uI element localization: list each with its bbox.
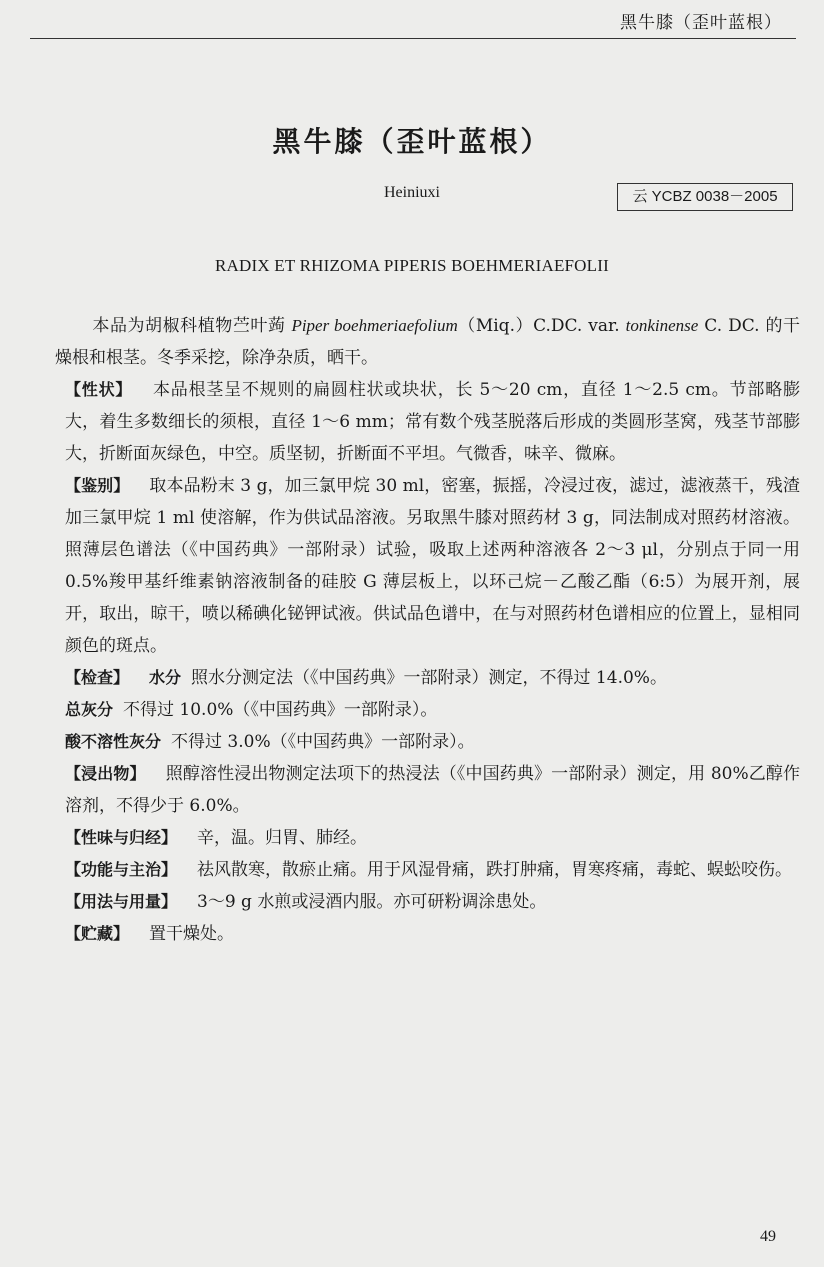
water-text: 照水分测定法（《中国药典》一部附录）测定，不得过 14.0%。: [191, 668, 667, 688]
characteristics-text: 本品根茎呈不规则的扁圆柱状或块状，长 5～20 cm，直径 1～2.5 cm。节部略膨大，着生多数细长的须根，直径 1～6 mm；常有数个残茎脱落后形成的类圆形茎窝，残茎节部膨大，折断面灰绿色，中空。质坚韧，折断面不平坦。气微香，味辛、微麻。: [65, 380, 800, 464]
extractives-label: 【浸出物】: [65, 764, 146, 783]
intro-paragraph: [55, 310, 800, 374]
page-header: 黑牛膝（歪叶蓝根）: [620, 13, 782, 33]
header-rule: [30, 38, 796, 39]
intro-text-3: C. DC. 的干燥根和根茎。冬季采挖，除净杂质，晒干。: [55, 316, 801, 368]
acid-insoluble-ash-label: 酸不溶性灰分: [65, 732, 162, 751]
section-nature-meridian: [55, 822, 800, 854]
standard-code-box: 云 YCBZ 0038－2005: [617, 183, 793, 211]
water-label: 水分: [149, 668, 182, 687]
total-ash-text: 不得过 10.0%（《中国药典》一部附录）。: [123, 700, 438, 720]
pinyin-name: Heiniuxi: [384, 184, 440, 201]
identification-label: 【鉴别】: [65, 476, 130, 495]
functions-label: 【功能与主治】: [65, 860, 178, 879]
total-ash-line: [55, 694, 800, 726]
storage-text: 置干燥处。: [149, 924, 235, 944]
page-number: 49: [760, 1228, 776, 1245]
page-title: 黑牛膝（歪叶蓝根）: [272, 125, 552, 158]
total-ash-label: 总灰分: [65, 700, 114, 719]
acid-insoluble-ash-text: 不得过 3.0%（《中国药典》一部附录）。: [171, 732, 475, 752]
acid-insoluble-ash-line: [55, 726, 800, 758]
nature-meridian-text: 辛，温。归胃、肺经。: [197, 828, 368, 848]
section-extractives: [55, 758, 800, 822]
functions-text: 祛风散寒，散瘀止痛。用于风湿骨痛，跌打肿痛，胃寒疼痛，毒蛇、蜈蚣咬伤。: [197, 860, 793, 880]
extractives-text: 照醇溶性浸出物测定法项下的热浸法（《中国药典》一部附录）测定，用 80%乙醇作溶剂，不得少于 6.0%。: [65, 764, 800, 816]
species-name: Piper boehmeriaefolium: [291, 316, 458, 335]
section-characteristics: [55, 374, 800, 470]
nature-meridian-label: 【性味与归经】: [65, 828, 178, 847]
latin-name: RADIX ET RHIZOMA PIPERIS BOEHMERIAEFOLII: [215, 256, 609, 275]
section-storage: [55, 918, 800, 950]
monograph-body: [55, 310, 800, 950]
intro-text-1: 本品为胡椒科植物苎叶蒟: [92, 316, 292, 336]
inspection-label: 【检查】: [65, 668, 130, 687]
intro-text-2: （Miq.）C.DC. var.: [457, 316, 626, 336]
section-inspection: [55, 662, 800, 694]
usage-dosage-label: 【用法与用量】: [65, 892, 178, 911]
usage-dosage-text: 3～9 g 水煎或浸酒内服。亦可研粉调涂患处。: [197, 892, 547, 912]
section-usage-dosage: [55, 886, 800, 918]
characteristics-label: 【性状】: [65, 380, 133, 399]
section-identification: [55, 470, 800, 662]
variety-name: tonkinense: [625, 316, 699, 335]
storage-label: 【贮藏】: [65, 924, 130, 943]
section-functions: [55, 854, 800, 886]
identification-text: 取本品粉末 3 g，加三氯甲烷 30 ml，密塞，振摇，冷浸过夜，滤过，滤液蒸干，残渣加三氯甲烷 1 ml 使溶解，作为供试品溶液。另取黑牛膝对照药材 3 g，同法制成对照药材溶液。照薄层色谱法（《中国药典》一部附录）试验，吸取上述两种溶液各 2～3 μl，分别点于同一用 0.5%羧甲基纤维素钠溶液制备的硅胶 G 薄层板上，以环己烷－乙酸乙酯（6:5）为展开剂，展开，取出，晾干，喷以稀碘化铋钾试液。供试品色谱中，在与对照药材色谱相应的位置上，显相同颜色的斑点。: [65, 476, 800, 656]
